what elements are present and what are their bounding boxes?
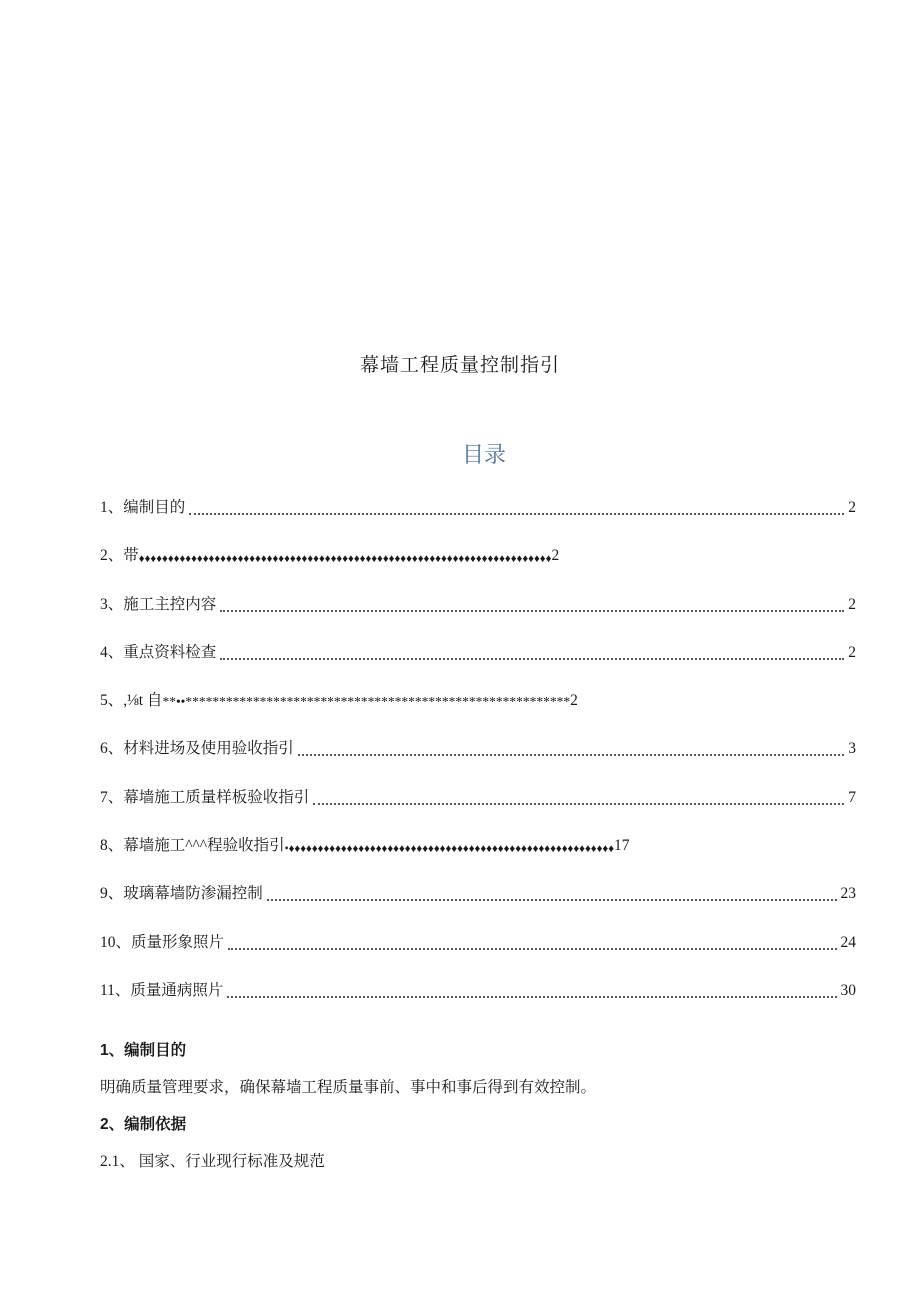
toc-entry-7[interactable] [100, 783, 856, 807]
toc-entry-6[interactable] [100, 734, 856, 758]
toc-entry-garbled-leader: •♦♦♦♦♦♦♦♦♦♦♦♦♦♦♦♦♦♦♦♦♦♦♦♦♦♦♦♦♦♦♦♦♦♦♦♦♦♦♦♦♦♦♦♦♦♦♦♦♦♦♦♦♦♦♦♦ [284, 843, 615, 855]
toc-entry-page: 2 [551, 547, 560, 564]
toc-entry-page: 3 [848, 740, 856, 757]
toc-entry-garbled-leader: **••********************************************************* [162, 694, 571, 709]
dot-leader [220, 604, 844, 612]
toc-entry-page: 2 [848, 644, 856, 661]
toc-entry-page: 2 [570, 692, 578, 709]
toc-entry-5[interactable] [100, 686, 578, 710]
dot-leader [220, 652, 844, 660]
dot-leader [228, 942, 836, 950]
dot-leader [267, 893, 837, 901]
toc-heading: 目录 [461, 442, 506, 467]
toc-entry-label: 2、带 [100, 547, 139, 564]
toc-entry-label: 10、质量形象照片 [100, 934, 225, 951]
toc-entry-11[interactable] [100, 976, 856, 1000]
toc-entry-label: 1、编制目的 [100, 499, 186, 516]
toc-entry-label: 5、,⅛t 自 [100, 692, 163, 709]
toc-entry-page: 2 [848, 596, 856, 613]
dot-leader [298, 748, 844, 756]
toc-entry-page: 17 [614, 837, 630, 854]
dot-leader [313, 797, 844, 805]
dot-leader [227, 990, 836, 998]
toc-entry-8[interactable] [100, 831, 630, 855]
toc-entry-page: 30 [840, 982, 856, 999]
toc-entry-page: 2 [848, 499, 856, 516]
dot-leader [189, 507, 844, 515]
toc-entry-garbled-leader: ♦♦♦♦♦♦♦♦♦♦♦♦♦♦♦♦♦♦♦♦♦♦♦♦♦♦♦♦♦♦♦♦♦♦♦♦♦♦♦♦♦♦♦♦♦♦♦♦♦♦♦♦♦♦♦♦♦♦♦♦♦♦♦♦♦♦♦♦♦♦♦ [138, 553, 552, 565]
toc-entry-4[interactable] [100, 638, 856, 662]
section-2-heading: 2、编制依据 [100, 1116, 187, 1133]
section-1-heading: 1、编制目的 [100, 1042, 187, 1059]
toc-entry-label: 9、玻璃幕墙防渗漏控制 [100, 885, 263, 902]
toc-entry-page: 7 [848, 789, 856, 806]
section-2-1-text: 2.1、 国家、行业现行标准及规范 [100, 1153, 325, 1170]
toc-entry-label: 11、质量通病照片 [100, 982, 224, 999]
toc-entry-3[interactable] [100, 590, 856, 614]
toc-entry-label: 4、重点资料检查 [100, 644, 217, 661]
toc-entry-page: 24 [840, 934, 856, 951]
toc-entry-label: 3、施工主控内容 [100, 596, 217, 613]
document-title: 幕墙工程质量控制指引 [359, 355, 560, 376]
toc-entry-9[interactable] [100, 879, 856, 903]
toc-entry-2[interactable] [100, 541, 559, 565]
toc-entry-page: 23 [840, 885, 856, 902]
toc-entry-1[interactable] [100, 493, 856, 517]
toc-entry-label: 6、材料进场及使用验收指引 [100, 740, 294, 757]
toc-entry-10[interactable] [100, 928, 856, 952]
toc-entry-label: 7、幕墙施工质量样板验收指引 [100, 789, 310, 806]
section-1-text: 明确质量管理要求，确保幕墙工程质量事前、事中和事后得到有效控制。 [100, 1079, 597, 1096]
toc-entry-label: 8、幕墙施工^^^程验收指引 [100, 837, 285, 854]
